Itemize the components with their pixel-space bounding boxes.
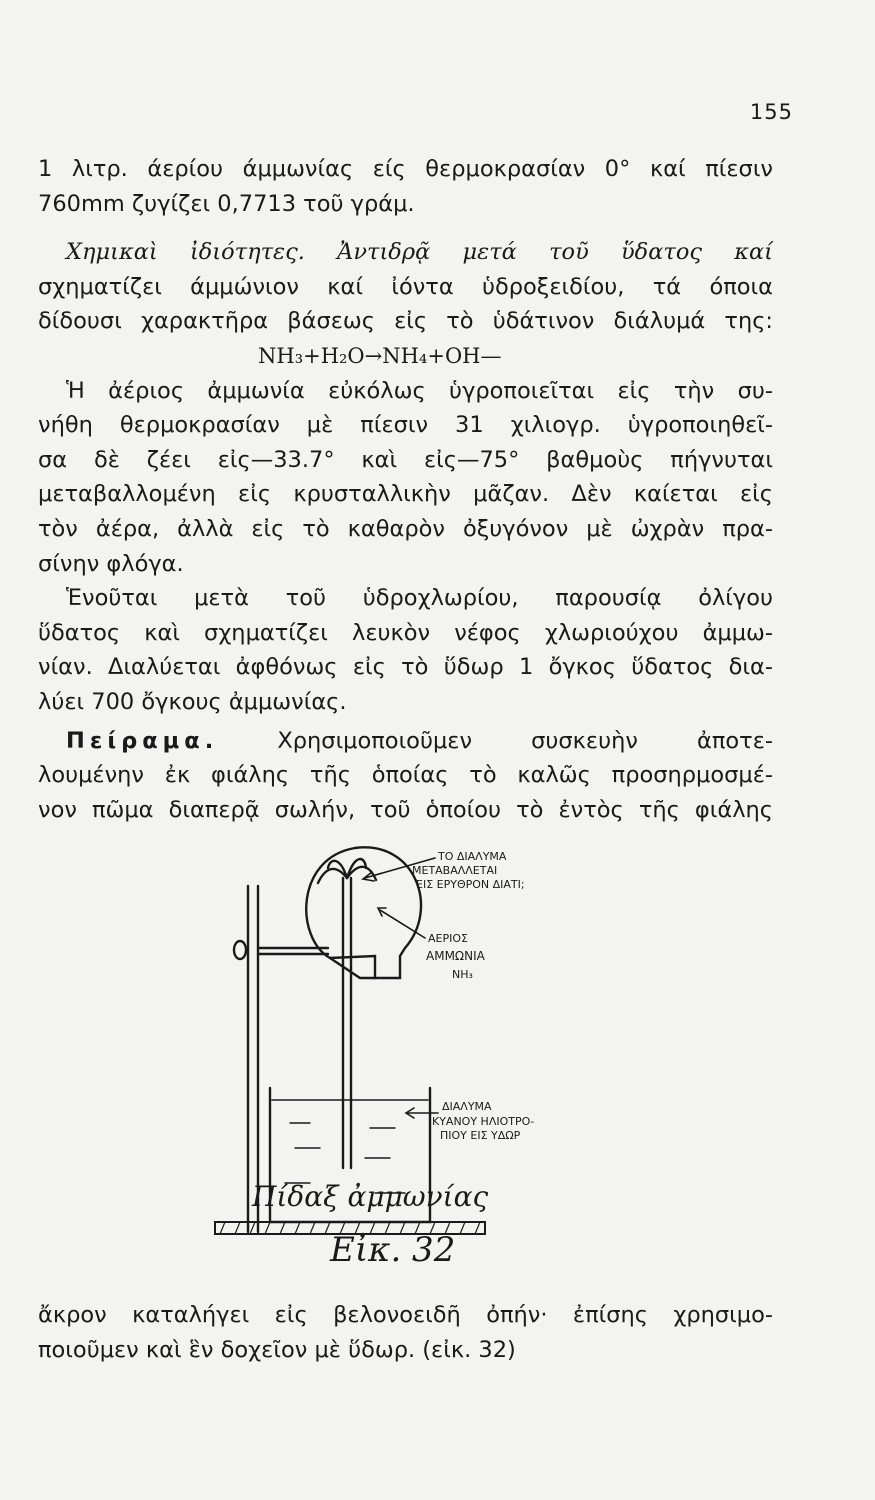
- label-solution-changes: ΜΕΤΑΒΑΛΛΕΤΑΙ: [412, 864, 498, 877]
- text-line: 760mm ζυγίζει 0,7713 τοῦ γράμ.: [38, 190, 415, 217]
- text-line: Ἡ ἀέριος ἀμμωνία εὐκόλως ὑγροποιεῖται εἰς τὴν συ-: [66, 377, 773, 404]
- text-line: σχηματίζει άμμώνιον καί ἰόντα ὑδροξειδίου, τά όποια: [38, 273, 773, 300]
- text-line: [38, 724, 773, 759]
- figure-caption: Πίδαξ ἀμμωνίας: [252, 1180, 489, 1213]
- text-line: λουμένην ἐκ φιάλης τῆς ὁποίας τὸ καλῶς προσηρμοσμέ-: [38, 762, 773, 789]
- label-litmus-solution: ΠΙΟΥ ΕΙΣ ΥΔΩΡ: [440, 1129, 521, 1142]
- label-litmus-solution: ΚΥΑΝΟΥ ΗΛΙΟΤΡΟ-: [432, 1115, 535, 1128]
- label-ammonia-gas: ΑΜΜΩΝΙΑ: [426, 949, 485, 963]
- label-ammonia-gas: ΑΕΡΙΟΣ: [428, 932, 468, 945]
- text-line: δίδουσι χαρακτῆρα βάσεως εἰς τὸ ὑδάτινον διάλυμά της:: [38, 308, 773, 335]
- chemical-formula: NH₃+H₂O→NH₄+OH—: [258, 343, 502, 368]
- text-line: Ἑνοῦται μετὰ τοῦ ὑδροχλωρίου, παρουσίᾳ ὀλίγου: [66, 585, 773, 612]
- figure-number: Εἰκ. 32: [330, 1230, 456, 1270]
- text-line: [38, 235, 773, 270]
- text-line: ποιοῦμεν καὶ ἓν δοχεῖον μὲ ὕδωρ. (εἰκ. 32): [38, 1336, 516, 1363]
- text-line: νίαν. Διαλύεται ἀφθόνως εἰς τὸ ὕδωρ 1 ὄγκος ὕδατος δια-: [38, 654, 773, 681]
- text-line: σίνην φλόγα.: [38, 550, 184, 577]
- label-solution-changes: ΤΟ ΔΙΑΛΥΜΑ: [438, 850, 507, 863]
- clamp-screw: [234, 941, 246, 959]
- experiment-text: Χρησιμοποιοῦμεν συσκευὴν ἀποτε-: [218, 727, 773, 754]
- text-line: μεταβαλλομένη εἰς κρυσταλλικὴν μᾶζαν. Δὲν καίεται εἰς: [38, 481, 773, 508]
- text-top: [38, 152, 773, 827]
- label-solution-changes: ΕΙΣ ΕΡΥΘΡΟΝ ΔΙΑΤΙ;: [416, 878, 525, 891]
- section-heading: Χημικαὶ ἰδιότητες. Ἀντιδρᾷ μετά τοῦ ὕδατος καί: [66, 239, 773, 266]
- text-line: νήθη θερμοκρασίαν μὲ πίεσιν 31 χιλιογρ. ὑγροποιηθεῖ-: [38, 412, 773, 439]
- text-line: 1 λιτρ. άερίου άμμωνίας είς θερμοκρασίαν 0° καί πίεσιν: [38, 156, 773, 182]
- label-ammonia-gas: NH₃: [452, 968, 473, 981]
- text-bottom: [38, 1298, 773, 1367]
- text-line: νον πῶμα διαπερᾷ σωλήν, τοῦ ὁποίου τὸ ἐντὸς τῆς φιάλης: [38, 796, 773, 823]
- text-line: τὸν ἀέρα, ἀλλὰ εἰς τὸ καθαρὸν ὀξυγόνον μὲ ὠχρὰν πρα-: [38, 515, 773, 542]
- experiment-heading: Πείραμα.: [66, 727, 219, 754]
- text-line: σα δὲ ζέει εἰς—33.7° καὶ εἰς—75° βαθμοὺς πήγνυται: [38, 446, 773, 473]
- label-litmus-solution: ΔΙΑΛΥΜΑ: [442, 1100, 492, 1113]
- text-line: λύει 700 ὄγκους ἀμμωνίας.: [38, 688, 347, 715]
- text-line: ὕδατος καὶ σχηματίζει λευκὸν νέφος χλωριούχου ἀμμω-: [38, 619, 773, 646]
- page-number: 155: [749, 100, 793, 124]
- text-line: ἄκρον καταλήγει εἰς βελονοειδῆ ὀπήν· ἐπίσης χρησιμο-: [38, 1302, 773, 1328]
